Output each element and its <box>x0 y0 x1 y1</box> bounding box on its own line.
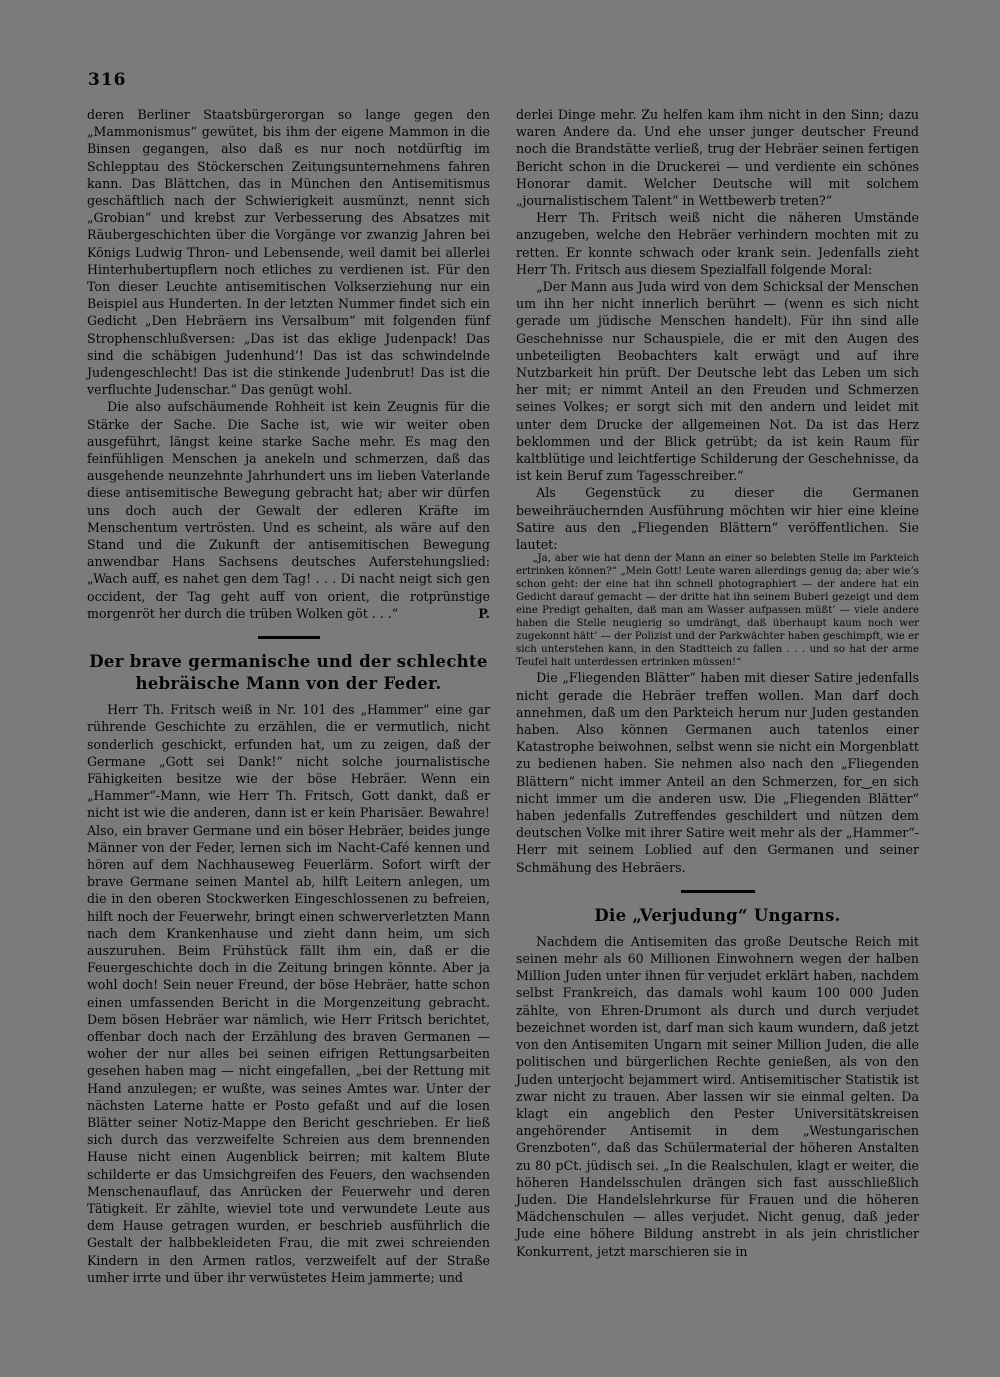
body-paragraph: Die also aufschäumende Rohheit ist kein Zeugnis für die Stärke der Sache. Die Sache ist, wie wir weiter oben ausgeführt, längst keine starke Sache mehr. Es mag den feinfühligen Menschen ja anekeln und schmerzen, daß das ausgehende neunzehnte Jahrhundert uns im lieben Vaterlande diese antisemitische Bewegung gebracht hat; aber wir dürfen uns doch auch der Gewalt der edleren Kräfte im Menschentum vertrösten. Und es scheint, als wäre auf den Stand und die Zukunft der antisemitischen Bewegung anwendbar Hans Sachsens deutsches Auferstehungslied: „Wach auff, es nahet gen dem Tag! . . . Di nacht neigt sich gen occident, der Tag geht auff von orient, die rotprünstige morgenröt her durch die trüben Wolken göt . . .“ <box>87 399 490 621</box>
body-paragraph: Als Gegenstück zu dieser die Germanen beweihräuchernden Ausführung möchten wir hier eine kleine Satire aus den „Fliegenden Blättern“ veröffentlichen. Sie lautet: <box>516 485 919 553</box>
quote-paragraph: „Der Mann aus Juda wird von dem Schicksal der Menschen um ihn her nicht innerlich berührt — (wenn es sich nicht gerade um jüdische Menschen handelt). Für ihn sind alle Geschehnisse nur Schauspiele, die er mit den Augen des unbeteiligten Beobachters kalt erwägt und auf ihre Nutzbarkeit hin prüft. Der Deutsche lebt das Leben um sich her mit; er nimmt Anteil an den Freuden und Schmerzen seines Volkes; er sorgt sich mit den andern und leidet mit unter dem Drucke der allgemeinen Not. Da ist das Herz beklommen und der Blick getrübt; da ist kein Raum für kaltblütige und leichtfertige Schilderung der Geschehnisse, da ist kein Beruf zum Tagesschreiber.“ <box>516 279 919 484</box>
body-paragraph: Herr Th. Fritsch weiß nicht die näheren Umstände anzugeben, welche den Hebräer verhindern mochten mit zu retten. Er konnte schwach oder krank sein. Jedenfalls zieht Herr Th. Fritsch aus diesem Spezialfall folgende Moral: <box>516 210 919 277</box>
section-divider <box>258 636 320 639</box>
block-quote <box>516 278 919 484</box>
page-number: 316 <box>88 70 127 90</box>
left-column <box>87 106 490 1286</box>
article-headline: Die „Verjudung“ Ungarns. <box>594 905 841 925</box>
article-headline: Der brave germanische und der schlechte hebräische Mann von der Feder. <box>89 652 488 694</box>
author-signature: P. <box>478 605 490 621</box>
body-paragraph: Die „Fliegenden Blätter“ haben mit dieser Satire jedenfalls nicht gerade die Hebräer treffen wollen. Man darf doch annehmen, daß um den Parkteich herum nur Juden gestanden haben. Also können Germanen auch tatenlos einer Katastrophe beiwohnen, selbst wenn sie nicht ein Morgenblatt zu bedienen haben. Sie nehmen also nach den „Fliegenden Blättern“ nicht immer Anteil an den Schmerzen, for‿en sich nicht immer um die anderen usw. Die „Fliegenden Blätter“ haben jedenfalls Zutreffendes geschildert und nützen dem deutschen Volke mit ihrer Satire weit mehr als der „Hammer“-Herr mit seinem Loblied auf den Germanen und seiner Schmähung des Hebräers. <box>516 670 919 875</box>
body-paragraph: derlei Dinge mehr. Zu helfen kam ihm nicht in den Sinn; dazu waren Andere da. Und ehe unser junger deutscher Freund noch die Brandstätte verließ, trug der Hebräer seinen fertigen Bericht schon in die Druckerei — und verdiente ein schönes Honorar damit. Welcher Deutsche will mit solchem „journalistischem Talent“ in Wettbewerb treten?“ <box>516 107 919 209</box>
right-column <box>516 106 919 1260</box>
section-divider <box>681 890 755 893</box>
body-paragraph: Herr Th. Fritsch weiß in Nr. 101 des „Hammer“ eine gar rührende Geschichte zu erzählen, die er vermutlich, nicht sonderlich geschickt, erfunden hat, um zu zeigen, daß der Germane „Gott sei Dank!“ nicht solche journalistische Fähigkeiten besitze wie der böse Hebräer. Wenn ein „Hammer“-Mann, wie Herr Th. Fritsch, Gott dankt, daß er nicht ist wie die anderen, dann ist er kein Pharisäer. Bewahre! Also, ein braver Germane und ein böser Hebräer, beides junge Männer von der Feder, lernen sich im Nacht-Café kennen und hören auf dem Nachhauseweg Feuerlärm. Sofort wirft der brave Germane seinen Mantel ab, hilft Leitern anlegen, um die in den oberen Stockwerken Eingeschlossenen zu befreien, hilft noch der Feuerwehr, bringt einen schwerverletzten Mann nach dem Krankenhause und zieht dann heim, um sich auszuruhen. Beim Frühstück fällt ihm ein, daß er die Feuergeschichte doch in die Zeitung bringen könnte. Aber ja wohl doch! Sein neuer Freund, der böse Hebräer, hatte schon einen umfassenden Bericht in die Morgenzeitung gebracht. Dem bösen Hebräer war nämlich, wie Herr Fritsch berichtet, offenbar doch nach der Erzählung des braven Germanen — woher der nur alles bei seinen eifrigen Rettungsarbeiten gesehen haben mag — nicht eingefallen, „bei der Rettung mit Hand anzulegen; er wußte, was seines Amtes war. Unter der nächsten Laterne hatte er Posto gefaßt und auf die losen Blätter seiner Notiz-Mappe den Bericht geschrieben. Er ließ sich durch das verzweifelte Schreien aus dem brennenden Hause nicht einen Augenblick beirren; mit kaltem Blute schilderte er das Umsichgreifen des Feuers, den wachsenden Menschenauflauf, das Anrücken der Feuerwehr und deren Tätigkeit. Er zählte, wieviel tote und verwundete Leute aus dem Hause getragen wurden, er beschrieb ausführlich die Gestalt der halbbekleideten Frau, die mit zwei schreienden Kindern in den Armen ratlos, verzweifelt auf der Straße umher irrte und über ihr verwüstetes Heim jammerte; und <box>87 702 490 1285</box>
satire-quote: „Ja, aber wie hat denn der Mann an einer so belebten Stelle im Parkteich ertrinken können?“ „Mein Gott! Leute waren allerdings genug da; aber wie’s schon geht: der eine hat ihn schnell photographiert — der andere hat ein Gedicht darauf gemacht — der dritte hat ihn seinem Buberl gezeigt und dem eine Predigt gehalten, daß man am Wasser aufpassen müßt’ — viele andere haben die Stelle neugierig so umdrängt, daß überhaupt kaum noch wer zugekonnt hätt’ — der Polizist und der Parkwächter haben geschimpft, wie er sich unterstehen kann, in den Stadtteich zu fallen . . . und so hat der arme Teufel halt unterdessen ertrinken müssen!“ <box>516 553 919 668</box>
body-paragraph: deren Berliner Staatsbürgerorgan so lange gegen den „Mammonismus“ gewütet, bis ihm der eigene Mammon in die Binsen gegangen, also daß es nur noch notdürftig im Schlepptau des Stöckerschen Zeitungsunternehmens fahren kann. Das Blättchen, das in München den Antisemitismus geschäftlich nach der Schwierigkeit ausmünzt, nennt sich „Grobian“ und krebst zur Verbesserung des Absatzes mit Räubergeschichten über die Vorgänge vor zwanzig Jahren bei Königs Ludwig Thron- und Lebensende, weil damit bei allerlei Hinterhubertupflern noch etliches zu verdienen ist. Für den Ton dieser Leuchte antisemitischen Volkserziehung nur ein Beispiel aus Hunderten. In der letzten Nummer findet sich ein Gedicht „Den Hebräern ins Versalbum“ mit folgenden fünf Strophenschlußversen: „Das ist das eklige Judenpack! Das sind die schäbigen Judenhund’! Das ist das schwindelnde Judengeschlecht! Das ist die stinkende Judenbrut! Das ist die verfluchte Judenschar.“ Das genügt wohl. <box>87 107 490 398</box>
body-paragraph: Nachdem die Antisemiten das große Deutsche Reich mit seinen mehr als 60 Millionen Einwohnern wegen der halben Million Juden unter ihnen für verjudet erklärt haben, nachdem selbst Frankreich, das damals wohl kaum 100 000 Juden zählte, von Ehren-Drumont als durch und durch verjudet bezeichnet worden ist, darf man sich kaum wundern, daß jetzt von den Antisemiten Ungarn mit seiner Million Juden, die alle politischen und bürgerlichen Rechte genießen, als von den Juden unterjocht bejammert wird. Antisemitischer Statistik ist zwar nicht zu trauen. Aber lassen wir sie einmal gelten. Da klagt ein angeblich den Pester Universitätskreisen angehörender Antisemit in dem „Westungarischen Grenzboten“, daß das Schülermaterial der höheren Anstalten zu 80 pCt. jüdisch sei. „In die Realschulen, klagt er weiter, die höheren Handelsschulen drängen sich fast ausschließlich Juden. Die Handelslehrkurse für Frauen und die höheren Mädchenschulen — alles verjudet. Nicht genug, daß jeder Jude eine höhere Bildung anstrebt in als jein christlicher Konkurrent, jetzt marschieren sie in <box>516 933 919 1259</box>
